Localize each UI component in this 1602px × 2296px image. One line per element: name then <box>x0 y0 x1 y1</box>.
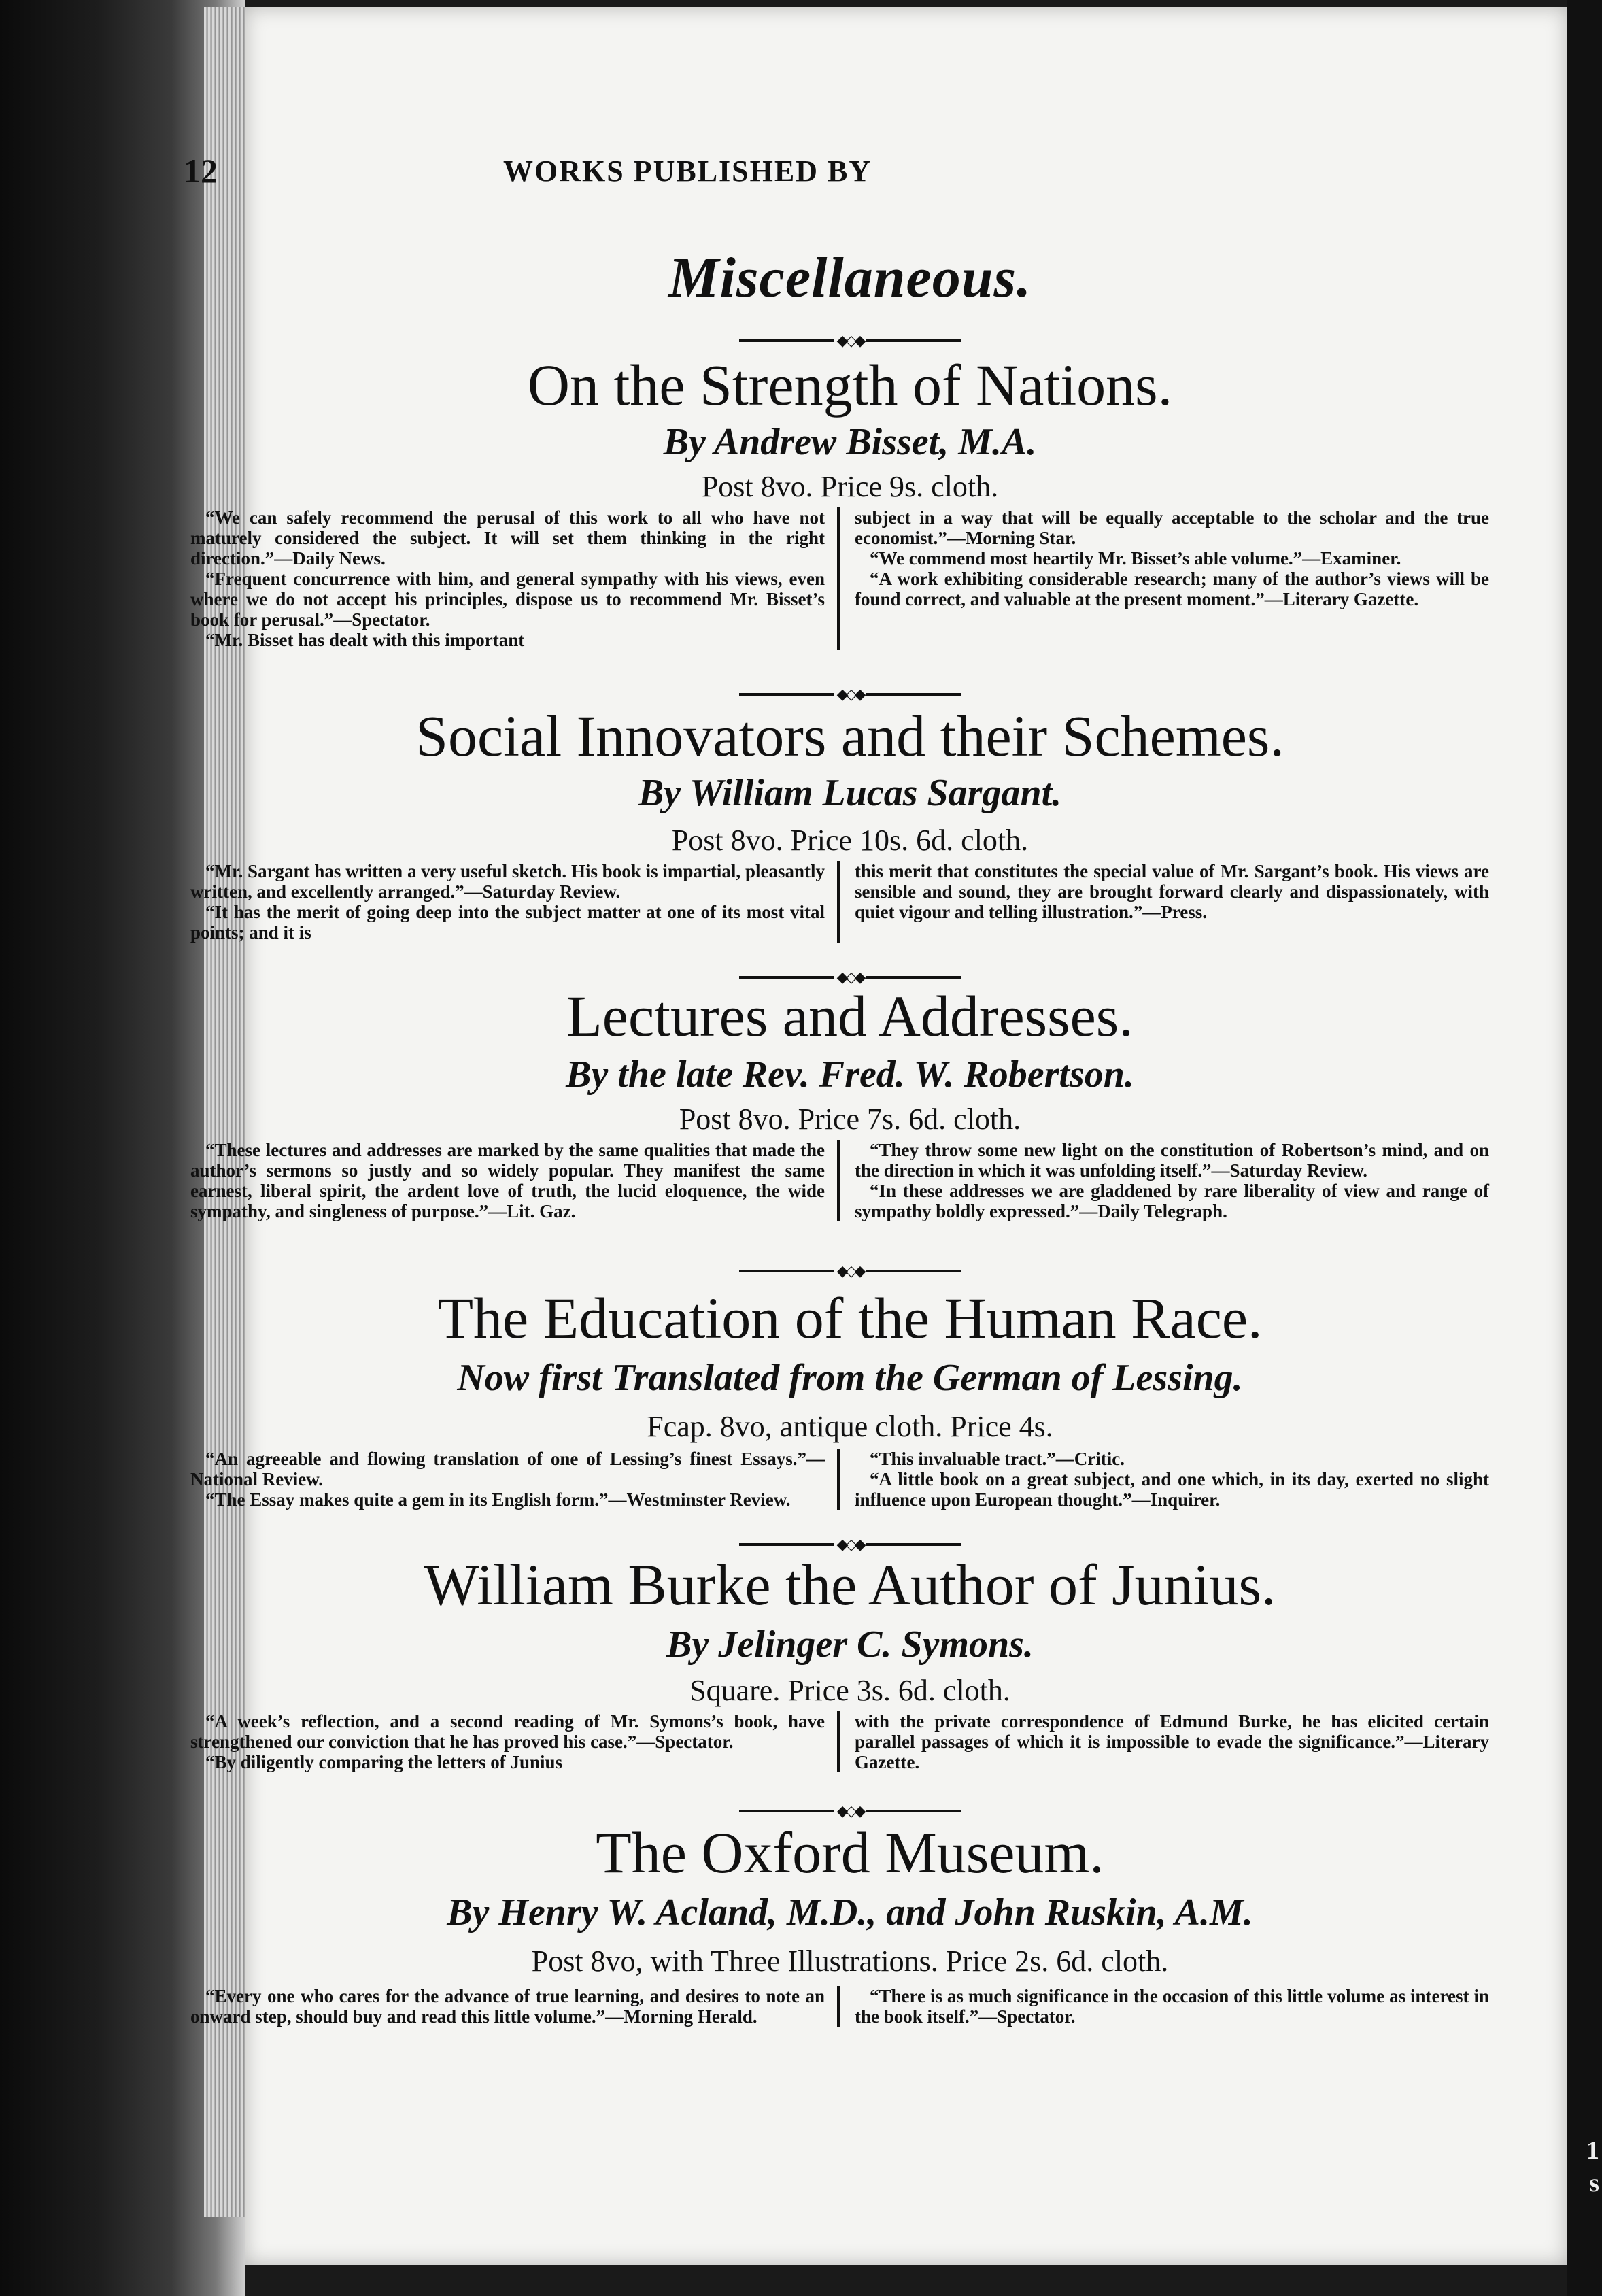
review-quote: “In these addresses we are gladdened by rare liberality of view and range of sympathy boldly expressed.”—Daily Telegraph. <box>855 1181 1489 1221</box>
review-quote: “Mr. Bisset has dealt with this important <box>205 630 525 650</box>
entry-reviews <box>184 507 1516 650</box>
reviews-left-column <box>184 1449 840 1510</box>
entry-author: By the late Rev. Fred. W. Robertson. <box>566 1053 1134 1096</box>
review-quote: “An agreeable and flowing translation of one of Lessing’s finest Essays.”—National Review. <box>190 1449 825 1489</box>
entry-price: Post 8vo. Price 7s. 6d. cloth. <box>679 1102 1021 1136</box>
review-quote: “It has the merit of going deep into the subject matter at one of its most vital points; and it is <box>190 902 825 943</box>
entry-reviews <box>184 861 1516 943</box>
entry-price: Post 8vo, with Three Illustrations. Price 2s. 6d. cloth. <box>531 1944 1169 1978</box>
edge-fragment: 1 <box>1586 2136 1599 2165</box>
entry-author: By William Lucas Sargant. <box>638 772 1062 814</box>
page-number: 12 <box>184 152 218 190</box>
review-quote: “They throw some new light on the constitution of Robertson’s mind, and on the direction in which it was unfolding itself.”—Saturday Review. <box>855 1140 1489 1181</box>
review-quote: “These lectures and addresses are marked by the same qualities that made the author’s sermons so justly and so widely popular. They manifest the same earnest, liberal spirit, the ardent love of truth, the lucid eloquence, the wide sympathy, and singleness of purpose.”—Lit. Gaz. <box>190 1140 825 1221</box>
entry-author: Now first Translated from the German of Lessing. <box>457 1357 1243 1399</box>
reviews-left-column <box>184 507 840 650</box>
entry-reviews <box>184 1711 1516 1772</box>
reviews-right-column <box>840 1140 1496 1221</box>
entry-price: Fcap. 8vo, antique cloth. Price 4s. <box>647 1410 1053 1443</box>
review-quote: “A work exhibiting considerable research; many of the author’s views will be found correct, and valuable at the present moment.”—Literary Gazette. <box>855 569 1489 609</box>
reviews-right-column <box>840 507 1496 650</box>
entry-title: On the Strength of Nations. <box>527 352 1173 418</box>
entry-price: Post 8vo. Price 10s. 6d. cloth. <box>671 824 1029 857</box>
entry-title: The Education of the Human Race. <box>437 1285 1263 1351</box>
reviews-right-column <box>840 861 1496 943</box>
review-quote: “We commend most heartily Mr. Bisset’s able volume.”—Examiner. <box>870 548 1401 569</box>
reviews-left-column <box>184 861 840 943</box>
running-head-title: WORKS PUBLISHED BY <box>503 154 872 188</box>
entry-title: The Oxford Museum. <box>596 1820 1104 1885</box>
ornament-divider: ◆◇◆ <box>184 1262 1516 1276</box>
review-quote: this merit that constitutes the special value of Mr. Sargant’s book. His views are sensible and sound, they are brought forward clearly and dispassionately, with quiet vigour and telling illustration.”—Press. <box>855 861 1489 922</box>
entry-title: Lectures and Addresses. <box>566 983 1134 1049</box>
review-quote: “Mr. Sargant has written a very useful sketch. His book is impartial, pleasantly written, and excellently arranged.”—Saturday Review. <box>190 861 825 902</box>
right-page-edge <box>1567 0 1602 2296</box>
review-quote: “A little book on a great subject, and one which, in its day, exerted no slight influence upon European thought.”—Inquirer. <box>855 1469 1489 1510</box>
entry-price: Square. Price 3s. 6d. cloth. <box>689 1674 1010 1707</box>
reviews-right-column <box>840 1711 1496 1772</box>
entry-reviews <box>184 1986 1516 2027</box>
entry-reviews <box>184 1449 1516 1510</box>
ornament-divider: ◆◇◆ <box>184 968 1516 982</box>
review-quote: with the private correspondence of Edmund Burke, he has elicited certain parallel passages of which it is impossible to evade the significance.”—Literary Gazette. <box>855 1711 1489 1772</box>
review-quote: “Every one who cares for the advance of true learning, and desires to note an onward step, should buy and read this little volume.”—Morning Herald. <box>190 1986 825 2027</box>
entry-title: Social Innovators and their Schemes. <box>415 703 1284 769</box>
entry-price: Post 8vo. Price 9s. cloth. <box>701 470 999 503</box>
reviews-left-column <box>184 1140 840 1221</box>
entry-author: By Andrew Bisset, M.A. <box>663 421 1037 463</box>
entry-title: William Burke the Author of Junius. <box>424 1552 1276 1617</box>
ornament-divider: ◆◇◆ <box>184 1536 1516 1549</box>
edge-fragment: s <box>1589 2169 1599 2197</box>
entry-author: By Henry W. Acland, M.D., and John Ruskin, A.M. <box>447 1891 1253 1934</box>
entry-author: By Jelinger C. Symons. <box>666 1623 1034 1666</box>
review-quote: “This invaluable tract.”—Critic. <box>870 1449 1125 1469</box>
review-quote: “By diligently comparing the letters of Junius <box>205 1752 562 1772</box>
reviews-right-column <box>840 1986 1496 2027</box>
ornament-divider: ◆◇◆ <box>184 686 1516 699</box>
review-quote: “There is as much significance in the occasion of this little volume as interest in the book itself.”—Spectator. <box>855 1986 1489 2027</box>
review-quote: “We can safely recommend the perusal of this work to all who have not maturely considered the subject. It will set them thinking in the right direction.”—Daily News. <box>190 507 825 569</box>
ornament-divider: ◆◇◆ <box>184 332 1516 345</box>
review-quote: “A week’s reflection, and a second reading of Mr. Symons’s book, have strengthened our conviction that he has proved his case.”—Spectator. <box>190 1711 825 1752</box>
reviews-left-column <box>184 1986 840 2027</box>
ornament-divider: ◆◇◆ <box>184 1802 1516 1816</box>
running-head <box>184 151 1163 199</box>
section-title: Miscellaneous. <box>668 246 1032 309</box>
review-quote: “The Essay makes quite a gem in its English form.”—Westminster Review. <box>205 1489 791 1510</box>
review-quote: “Frequent concurrence with him, and general sympathy with his views, even where we do not accept his principles, dispose us to recommend Mr. Bisset’s book for perusal.”—Spectator. <box>190 569 825 630</box>
reviews-right-column <box>840 1449 1496 1510</box>
entry-reviews <box>184 1140 1516 1221</box>
reviews-left-column <box>184 1711 840 1772</box>
review-quote: subject in a way that will be equally acceptable to the scholar and the true economist.”—Morning Star. <box>855 507 1489 548</box>
